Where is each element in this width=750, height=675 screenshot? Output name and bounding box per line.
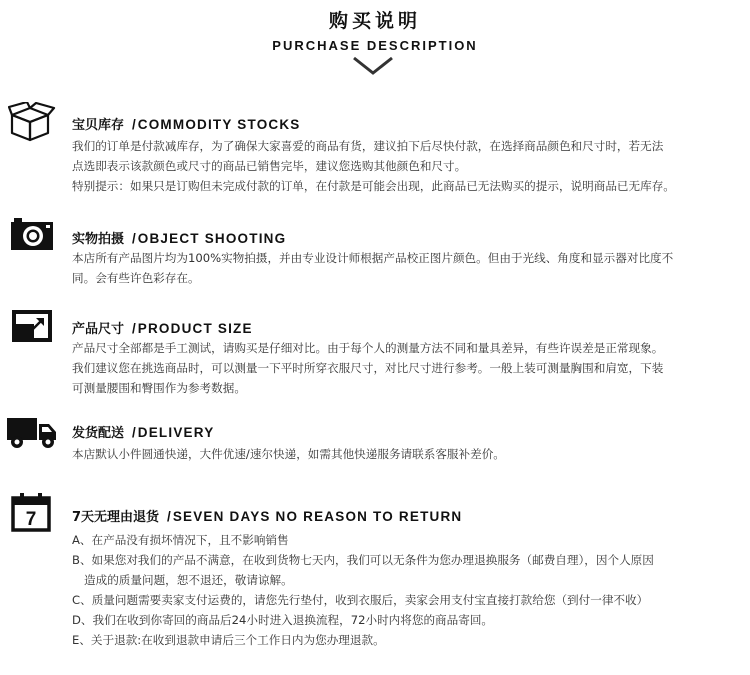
heading-en: PRODUCT SIZE bbox=[137, 321, 253, 336]
body-line: B、如果您对我们的产品不满意，在收到货物七天内，我们可以无条件为您办理退换服务（邮费自理），因个人原因 bbox=[72, 553, 654, 567]
body-line: 我们的订单是付款减库存，为了确保大家喜爱的商品有货，建议拍下后尽快付款，在选择商品颜色和尺寸时，若无法 bbox=[72, 139, 664, 153]
heading-cn: 宝贝库存 bbox=[72, 118, 125, 133]
heading-cn: 产品尺寸 bbox=[72, 322, 125, 337]
body-line: 造成的质量问题，恕不退还，敬请谅解。 bbox=[84, 573, 293, 587]
heading-en: OBJECT SHOOTING bbox=[137, 231, 287, 246]
body-line: 本店默认小件圆通快递，大件优速/速尔快递，如需其他快递服务请联系客服补差价。 bbox=[72, 447, 505, 461]
body-line: E、关于退款:在收到退款申请后三个工作日内为您办理退款。 bbox=[72, 633, 385, 647]
section-heading: 7天无理由退货 / SEVEN DAYS NO REASON TO RETURN bbox=[72, 509, 463, 525]
section-heading: 宝贝库存 / COMMODITY STOCKS bbox=[72, 117, 301, 133]
heading-cn: 实物拍摄 bbox=[72, 232, 125, 247]
section-heading: 产品尺寸 / PRODUCT SIZE bbox=[72, 321, 253, 337]
heading-cn: 发货配送 bbox=[72, 426, 125, 441]
body-line: 特别提示：如果只是订购但未完成付款的订单，在付款是可能会出现，此商品已无法购买的提示，说明商品已无库存。 bbox=[72, 179, 675, 193]
page-title: 购买说明 bbox=[328, 10, 421, 32]
body-line: D、我们在收到你寄回的商品后24小时进入退换流程，72小时内将您的商品寄回。 bbox=[72, 613, 494, 627]
heading-cn: 7天无理由退货 bbox=[72, 510, 160, 525]
section-body bbox=[72, 248, 742, 288]
section-body bbox=[72, 136, 742, 196]
section-heading: 实物拍摄 / OBJECT SHOOTING bbox=[72, 231, 287, 247]
calendar-day-number: 7 bbox=[25, 509, 37, 530]
camera-icon bbox=[8, 214, 56, 254]
body-line: 本店所有产品图片均为100%实物拍摄，并由专业设计师根据产品校正图片颜色。但由于光线、角度和显示器对比度不 bbox=[72, 251, 674, 265]
section-heading: 发货配送 / DELIVERY bbox=[72, 425, 215, 441]
section-body bbox=[72, 530, 742, 650]
box-icon bbox=[8, 102, 56, 142]
heading-en: SEVEN DAYS NO REASON TO RETURN bbox=[172, 509, 463, 524]
chevron-down-icon bbox=[352, 56, 394, 76]
body-line: C、质量问题需要卖家支付运费的，请您先行垫付，收到衣服后，卖家会用支付宝直接打款给您（到付一律不收） bbox=[72, 593, 649, 607]
resize-icon bbox=[8, 306, 56, 346]
body-line: 点选即表示该款颜色或尺寸的商品已销售完毕，建议您选购其他颜色和尺寸。 bbox=[72, 159, 467, 173]
body-line: A、在产品没有损坏情况下，且不影响销售 bbox=[72, 533, 289, 547]
section-body bbox=[72, 338, 742, 398]
calendar-7-icon bbox=[10, 492, 54, 532]
body-line: 可测量腰围和臀围作为参考数据。 bbox=[72, 381, 246, 395]
body-line: 我们建议您在挑选商品时，可以测量一下平时所穿衣服尺寸，对比尺寸进行参考。一般上装可测量胸围和肩宽，下装 bbox=[72, 361, 664, 375]
body-line: 产品尺寸全部都是手工测试，请购买是仔细对比。由于每个人的测量方法不同和量具差异，有些许误差是正常现象。 bbox=[72, 341, 664, 355]
truck-icon bbox=[6, 414, 58, 450]
heading-en: COMMODITY STOCKS bbox=[137, 117, 301, 132]
body-line: 同。会有些许色彩存在。 bbox=[72, 271, 200, 285]
page-subtitle: PURCHASE DESCRIPTION bbox=[272, 38, 478, 53]
heading-en: DELIVERY bbox=[137, 425, 215, 440]
section-body bbox=[72, 444, 742, 464]
